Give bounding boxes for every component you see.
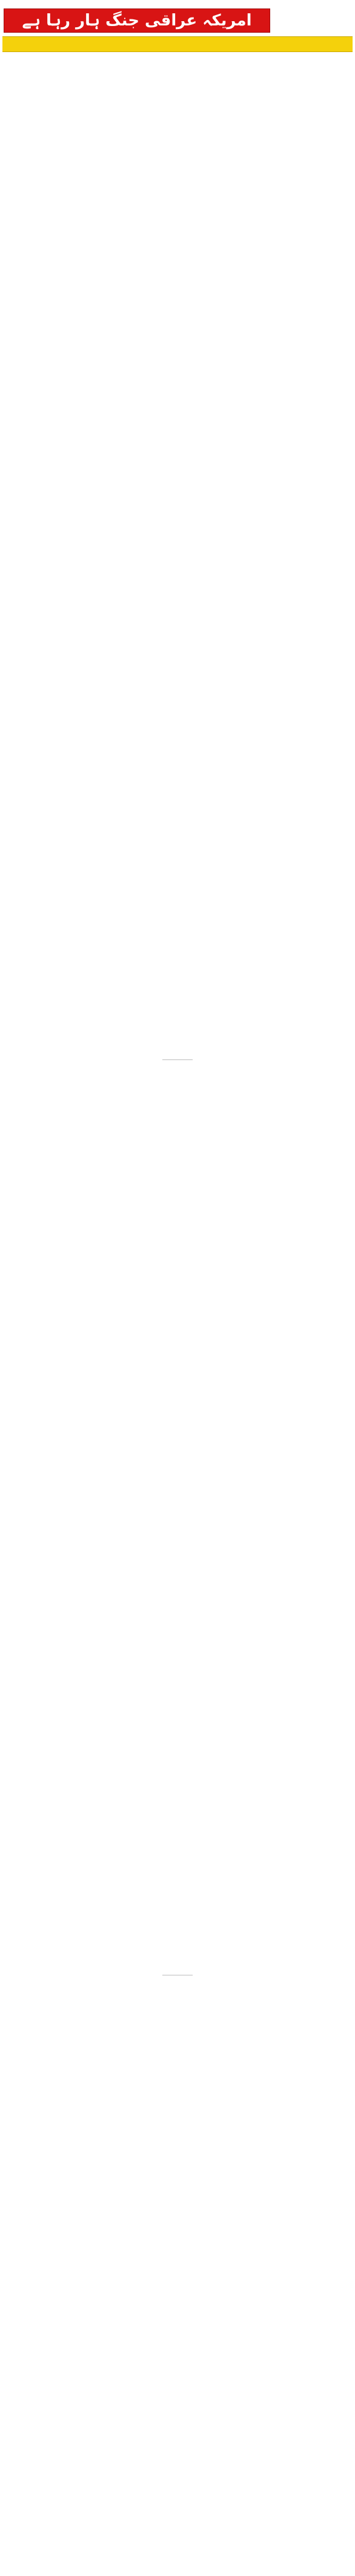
section-divider [162,1059,193,1060]
article-body-section-2 [11,781,345,1056]
article-body-section-4 [11,1998,345,2573]
headline-banner [2,4,353,54]
article-body-section-1 [11,90,345,731]
headline: امریکہ عراقی جنگ ہار رہا ہے [22,12,252,30]
subhead-box [2,36,353,52]
headline-box [4,8,270,33]
article-body-section-3 [11,1066,345,1943]
